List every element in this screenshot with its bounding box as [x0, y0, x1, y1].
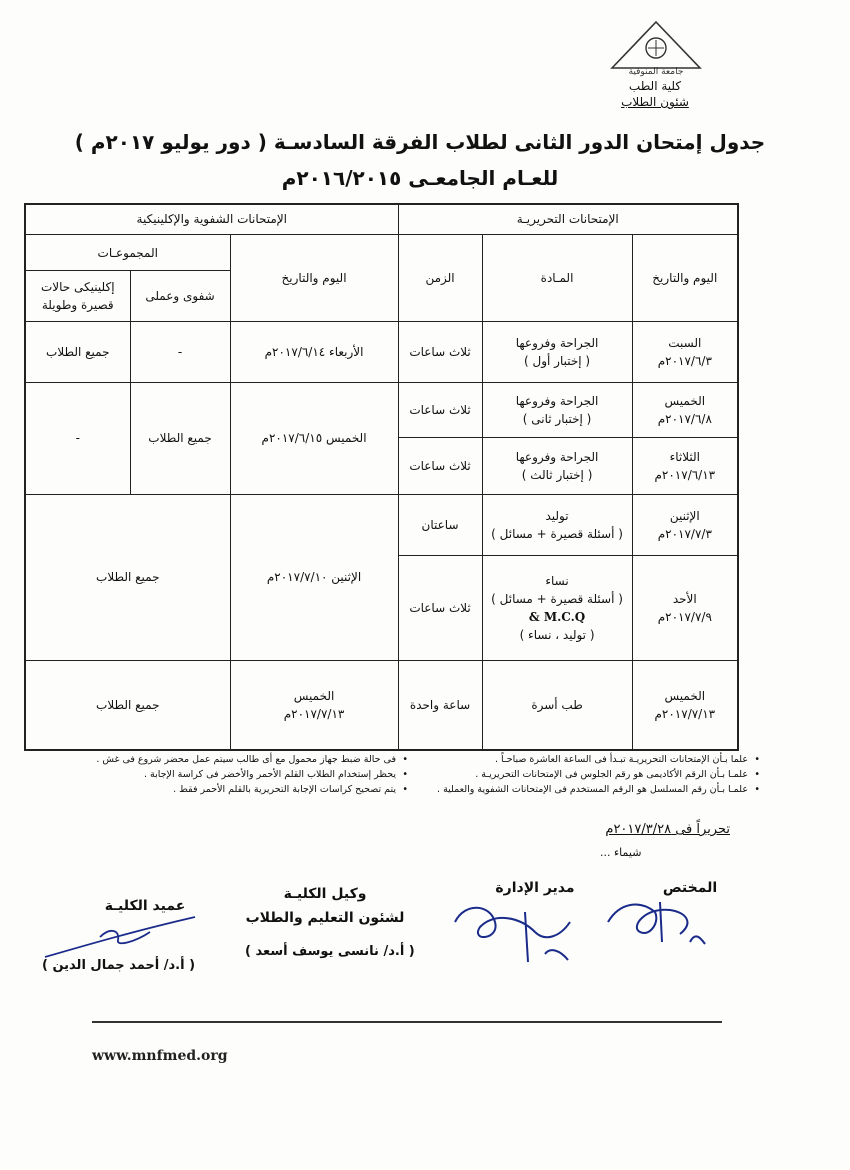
oral-exams-header: الإمتحانات الشفوية والإكلينيكية [25, 204, 398, 234]
dean-signature [40, 912, 200, 962]
exam-subject-note: ( أسئلة قصيرة + مسائل ) [491, 526, 623, 541]
admin-director-label: مدير الإدارة [495, 880, 575, 896]
exam-time: ثلاث ساعات [398, 437, 482, 494]
admin-director-signature [450, 892, 585, 967]
vice-dean-name: ( أ.د/ نانسى يوسف أسعد ) [245, 944, 415, 959]
table-row [25, 322, 738, 383]
exam-time: ساعة واحدة [398, 661, 482, 750]
oral-clinical: جميع الطلاب [25, 322, 130, 383]
header-oral-practical: شفوى وعملى [130, 271, 230, 322]
exam-mcq: & M.C.Q [528, 609, 586, 624]
exam-subject: طب أسرة [482, 661, 632, 750]
exam-subject-note: ( أسئلة قصيرة + مسائل ) [491, 591, 623, 606]
note-item: • يتم تصحيح كراسات الإجابة التحريرية بالقلم الأحمر فقط . [30, 782, 396, 797]
exam-time: ثلاث ساعات [398, 555, 482, 661]
note-item: • علما بـأن الإمتحانات التحريريـة تبـدأ فى الساعة العاشرة صباحـاً . [422, 752, 748, 767]
header-time: الزمن [398, 234, 482, 321]
exam-subject: توليد [545, 508, 569, 523]
notes-right [422, 752, 762, 797]
vice-dean-title: وكيل الكليـة [283, 886, 367, 902]
oral-clinical: - [25, 383, 130, 495]
header-oral-day-date: اليوم والتاريخ [230, 234, 398, 321]
oral-groups-all: جميع الطلاب [25, 661, 230, 750]
exam-day: الخميس [664, 393, 706, 408]
header-subject: المـادة [482, 234, 632, 321]
exam-day: الأحد [672, 591, 697, 606]
exam-day: الثلاثاء [669, 449, 700, 464]
specialist-label: المختص [662, 880, 718, 896]
exam-time: ساعتان [398, 494, 482, 555]
table-row [25, 383, 738, 438]
writer-name: شيماء ... [600, 846, 642, 859]
exam-subject-note: ( إختبار ثالث ) [521, 467, 593, 482]
exam-subject: الجراحة وفروعها [515, 449, 599, 464]
exam-date: ٢٠١٧/٦/١٣م [654, 467, 716, 482]
note-item: • علمـا بـأن الرقم الأكاديمى هو رقم الجلوس فى الإمتحانات التحريريـة . [422, 767, 748, 782]
header-day-date: اليوم والتاريخ [632, 234, 738, 321]
note-item: • علمـا بـأن رقم المسلسل هو الرقم المستخدم فى الإمتحانات الشفوية والعملية . [422, 782, 748, 797]
exam-date: ٢٠١٧/٧/٩م [657, 609, 712, 624]
exam-date: ٢٠١٧/٧/٣م [657, 526, 712, 541]
exam-date: ٢٠١٧/٦/٣م [657, 354, 712, 369]
exam-time: ثلاث ساعات [398, 383, 482, 438]
faculty-block [600, 78, 710, 110]
oral-groups-all: جميع الطلاب [25, 494, 230, 660]
logo-text: جامعة المنوفية [628, 67, 684, 77]
specialist-signature [600, 882, 715, 952]
oral-day-date: الأربعاء ٢٠١٧/٦/١٤م [230, 322, 398, 383]
header-clinical: إكلينيكى حالات قصيرة وطويلة [25, 271, 130, 322]
oral-day-date: الخميس ٢٠١٧/٦/١٥م [230, 383, 398, 495]
written-exams-header: الإمتحانات التحريريـة [398, 204, 738, 234]
department-name: شئون الطلاب [621, 95, 689, 109]
exam-schedule-table [24, 203, 739, 751]
page-subtitle: للعـام الجامعـى ٢٠١٦/٢٠١٥م [281, 166, 559, 190]
footer-rule [92, 1021, 722, 1023]
exam-subject: الجراحة وفروعها [515, 336, 599, 351]
exam-subject: نساء [545, 573, 569, 588]
oral-day: الخميس [293, 689, 335, 704]
table-row [25, 661, 738, 750]
oral-date: ٢٠١٧/٧/١٣م [283, 707, 345, 722]
exam-subject-note: ( إختبار أول ) [523, 354, 591, 369]
oral-day-date: الإثنين ٢٠١٧/٧/١٠م [230, 494, 398, 660]
exam-mcq-note: ( توليد ، نساء ) [519, 627, 595, 642]
note-item: • فى حالة ضبط جهاز محمول مع أى طالب سيتم عمل محضر شروع فى غش . [30, 752, 396, 767]
exam-date: ٢٠١٧/٦/٨م [657, 411, 712, 426]
exam-date: ٢٠١٧/٧/١٣م [654, 707, 716, 722]
university-logo [606, 18, 706, 78]
note-item: • يحظر إستخدام الطلاب القلم الأحمر والأخضر فى كراسة الإجابة . [30, 767, 396, 782]
page-title: جدول إمتحان الدور الثانى لطلاب الفرقة السادسـة ( دور يوليو ٢٠١٧م ) [74, 130, 766, 154]
dean-name: ( أ.د/ أحمد جمال الدين ) [42, 958, 196, 973]
notes-left [30, 752, 410, 797]
vice-dean-title-2: لشئون التعليم والطلاب [245, 910, 405, 926]
exam-subject: الجراحة وفروعها [515, 393, 599, 408]
issue-date: تحريراً فى ٢٠١٧/٣/٢٨م [605, 822, 730, 837]
table-row [25, 494, 738, 555]
header-groups: المجموعـات [25, 234, 230, 271]
exam-day: الخميس [664, 689, 706, 704]
dean-title: عميد الكليـة [104, 898, 186, 914]
oral-practical: - [130, 322, 230, 383]
faculty-name: كلية الطب [628, 79, 682, 93]
exam-day: السبت [668, 336, 702, 351]
exam-subject-note: ( إختبار ثانى ) [522, 411, 592, 426]
exam-day: الإثنين [669, 508, 700, 523]
oral-practical: جميع الطلاب [130, 383, 230, 495]
website-link[interactable]: www.mnfmed.org [92, 1048, 228, 1064]
exam-time: ثلاث ساعات [398, 322, 482, 383]
